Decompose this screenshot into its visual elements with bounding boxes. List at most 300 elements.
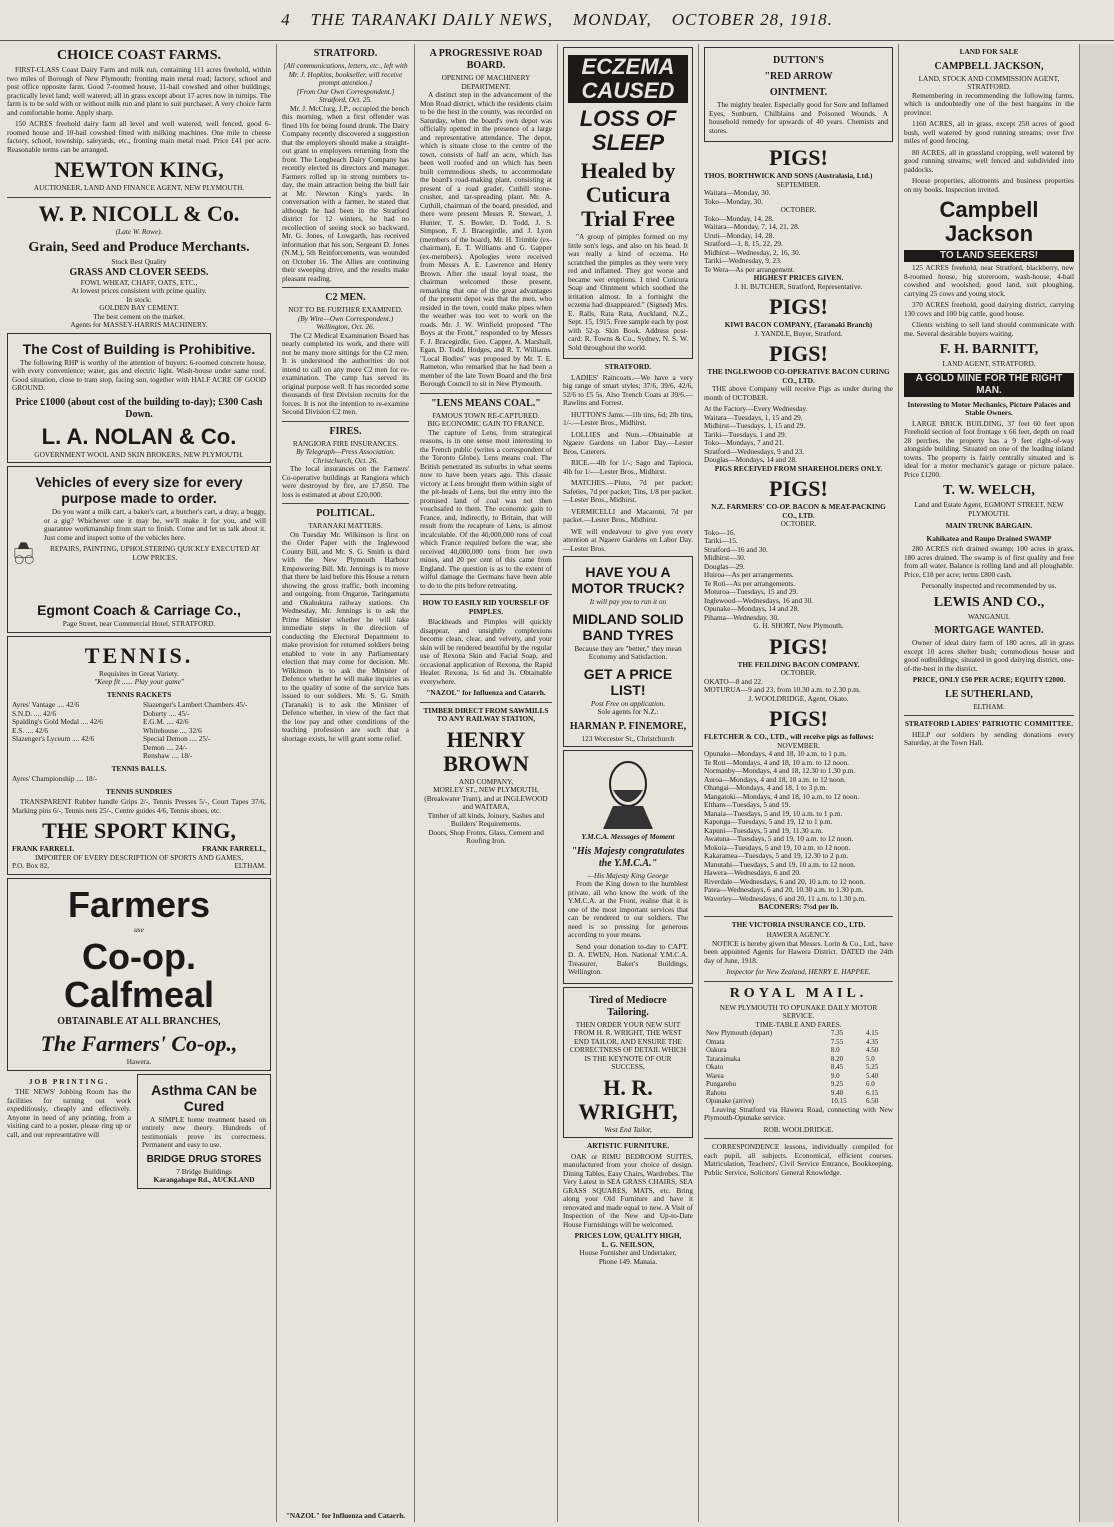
pigs-line: Inglewood—Wednesdays, 16 and 30. <box>704 595 814 605</box>
pigs-line: Douglas—29. <box>704 561 745 571</box>
keep-fit: "Keep fit ...... Play your game" <box>94 677 184 686</box>
newton-king-heading: NEWTON KING, <box>54 157 224 182</box>
stop-name: Pungarehu <box>706 1080 736 1088</box>
racket-item: Renshaw .... 18/- <box>143 751 193 760</box>
pigs-line: Pihama—Wednesday, 30. <box>704 612 779 622</box>
stop-name: Omata <box>706 1037 725 1046</box>
racket-item: S.N.D. .... 42/6 <box>12 708 56 718</box>
stratford-note: [All communications, letters, etc., left with Mr. J. Hopkins, bookseller, will receive prompt attention.] <box>283 61 408 87</box>
vehicles-text: Do you want a milk cart, a baker's cart, a butcher's cart, a dray, a buggy, or a gig? Whichever one it may be, we'll make it for you, and will guarantee workmanship from start to finish. Come and let us talk about it. Just come and inspect some of the vehicles here. <box>43 507 266 542</box>
pigs-line: Kakaramea—Tuesdays, 5 and 19, 12.30 to 2 p.m. <box>704 851 849 860</box>
time-am: 9.25 <box>830 1080 844 1088</box>
lollies-notice: LOLLIES and Nuts.—Obtainable at Ngaere Gardens on Labor Day.—Lester Bros, Caterers. <box>563 429 693 456</box>
pimples-text: Blackheads and Pimples will quickly disappear, and unsightly complexions become clean, clear, and velvety, and your skin will be rendered beautiful by the regular use of Rexona Skin and Facial Soap, and occasional application of Rexona, the Rapid Healer. Rexona, 1s 6d and 3s. Obtainable everywhere. <box>420 617 552 686</box>
huttons-notice: HUTTON'S Jams.—1lb tins, 6d; 2lb tins, 1/-.—Lester Bros., Midhirst. <box>563 409 693 427</box>
egmont-heading: Egmont Coach & Carriage Co., <box>37 602 241 618</box>
opening-heading: OPENING OF MACHINERY DEPARTMENT. <box>441 73 531 91</box>
gold-mine-heading: A GOLD MINE FOR THE RIGHT MAN. <box>904 373 1074 397</box>
page-number: 4 <box>281 10 291 29</box>
wp-nicoll-late: (Late W. Rowe). <box>115 226 163 236</box>
stop-name: Oakura <box>706 1046 727 1054</box>
worcester-address: 123 Worcester St., Christchurch <box>581 733 675 743</box>
house-props: House properties, allotments and business properties on my books. Inspection invited. <box>904 176 1074 194</box>
grain-seed-heading: Grain, Seed and Produce Merchants. <box>28 240 250 255</box>
racket-item: Special Demon .... 25/- <box>143 734 211 743</box>
karangahape: Karangahape Rd., AUCKLAND <box>153 1175 255 1184</box>
send-donation: Send your donation to-day to CAPT. D. A. EWEN, Hon. National Y.M.C.A. Treasurer, Baker's Buildings, Wellington. <box>568 941 688 976</box>
time-am: 8.0 <box>830 1046 840 1054</box>
time-pm: 4.15 <box>866 1029 879 1037</box>
asthma-ad <box>137 1074 271 1189</box>
ymca-msg-heading: Y.M.C.A. Messages of Moment <box>581 832 675 841</box>
page-edge-fragment <box>1079 44 1114 1522</box>
time-pm: 6.50 <box>866 1097 879 1105</box>
timber-all: Timber of all kinds, Joinery, Sashes and Builders' Requirements. <box>427 810 545 828</box>
pigs-inglewood <box>704 342 893 473</box>
to-land-seekers: TO LAND SEEKERS! <box>904 250 1074 262</box>
mail-text: Leaving Stratford via Hawera Road, connecting with New Plymouth-Opunake service. <box>704 1104 893 1122</box>
ointment-heading: OINTMENT. <box>769 87 828 98</box>
column-3 <box>414 44 557 1522</box>
time-am: 9.40 <box>830 1088 844 1097</box>
farm-125: 125 ACRES freehold, near Stratford, blackberry, new 8-roomed house, big storeroom, wash-house, 4-bail cowshed and woolshed; good land, suit ploughing, carrying 25 cows and young stock. <box>904 263 1074 298</box>
barnitt-heading: F. H. BARNITT, <box>939 342 1039 357</box>
table-row <box>704 1072 893 1081</box>
pigs-line: Stratford—1, 8, 15, 22, 29. <box>704 239 783 248</box>
stop-name: New Plymouth (depart) <box>706 1029 773 1037</box>
it-will-pay: It will pay you to run it on <box>589 597 667 606</box>
agents-massey: Agents for MASSEY-HARRIS MACHINERY. <box>70 320 208 329</box>
help-soldiers: HELP our soldiers by sending donations every Saturday, at the Town Hall. <box>904 729 1074 747</box>
west-end: West End Tailor, <box>604 1124 652 1134</box>
bridge-addr: 7 Bridge Buildings <box>176 1166 232 1176</box>
pigs-line: Huiroa—As per arrangements. <box>704 570 794 579</box>
tennis-heading: TENNIS. <box>84 642 194 668</box>
artistic-heading: ARTISTIC FURNITURE. <box>586 1141 670 1150</box>
timetable-heading: TIME-TABLE AND FARES. <box>755 1019 842 1029</box>
refreshments-notice: WE will endeavour to give you every attention at Ngaere Gardens on Labor Day.—Lester Bros. <box>563 526 693 553</box>
pigs-line: Riverdale—Wednesdays, 6 and 20, 10 a.m. to 12 noon. <box>704 876 865 886</box>
progressive-heading: A PROGRESSIVE ROAD BOARD. <box>429 48 543 71</box>
pigs-text: THE above Company will receive Pigs as under during the month of OCTOBER. <box>704 384 893 402</box>
pigs-agent: J. WOOLDRIDGE, Agent, Okato. <box>748 693 849 703</box>
grass-clover: GRASS AND CLOVER SEEDS. <box>69 266 209 278</box>
from-correspondent: [From Our Own Correspondent.] Stratford, Oct. 25. <box>296 86 395 104</box>
his-majesty-signature: —His Majesty King George <box>587 870 669 880</box>
time-pm: 6.0 <box>866 1080 875 1088</box>
artistic-text: OAK or RIMU BEDROOM SUITES, manufactured from your choice of design. Dining Tables, Easy Chairs, Wardrobes. The Very Latest in SEA GRASS CHAIRS, SEA GRASS SQUARES, MATS, etc. Bring along your Old Furniture and have it renovated and made equal to new. A Visit of Inspection of the New and Up-to-Date House Furnishings will be welcomed. <box>563 1151 693 1229</box>
wp-nicoll-heading: W. P. NICOLL & Co. <box>38 200 240 226</box>
egmont-sub: Page Street, near Commercial Hotel, STRATFORD. <box>62 619 216 628</box>
ayres-championship: Ayres' Championship .... 18/- <box>12 774 98 783</box>
midland-tyres-ad <box>563 556 693 747</box>
cuticura-text: "A group of pimples formed on my little son's legs, and also on his head. It was really a kind of eczema. He scratched the pimples as they were very red and inflamed. They got worse and became wet eruptions. I tried Cuticura Soap and Ointment which soothed the irritation almost. In a fortnight the eczema had disappeared." (Signed) Mrs. E. Ralls, Rata Rata, Auckland, N.Z., Sept. 15, 1915. Free sample each by post with 52-p. Skin Book. Address post-card: R. Towns & Co., Sydney, N. S. W. Sold throughout the world. <box>568 232 688 352</box>
nolan-sub: GOVERNMENT WOOL AND SKIN BROKERS, NEW PLYMOUTH. <box>34 449 244 459</box>
victoria-text: NOTICE is hereby given that Messrs. Lorin & Co., Ltd., have been appointed Agents for Hawera District. DATED the 24th day of June, 1918. <box>704 938 893 965</box>
have-you-heading: HAVE YOU A MOTOR TRUCK? <box>571 564 685 596</box>
tired-text: THEN ORDER YOUR NEW SUIT FROM H. R. WRIGHT, THE WEST END TAILOR, AND ENSURE THE CORRECTNESS OF DETAIL WHICH IS THE KEYNOTE OF OUR SUCCESS, <box>569 1019 687 1071</box>
morley-address: MORLEY ST., NEW PLYMOUTH, (Breakwater Tram), and at INGLEWOOD and WAITARA, <box>424 785 548 811</box>
pigs-line: Tariki—15. <box>704 536 738 545</box>
hawera: Hawera. <box>126 1057 152 1066</box>
masthead <box>0 0 1114 41</box>
fowl-wheat: FOWL WHEAT, CHAFF, OATS, ETC., <box>80 277 198 287</box>
house-furnisher: House Furnisher and Undertaker, <box>579 1248 677 1257</box>
eczema-heading-1: ECZEMA CAUSED <box>568 55 688 103</box>
racket-item: Slazenger's Lyceum .... 42/6 <box>12 734 95 743</box>
column-5 <box>698 44 898 1522</box>
not-further-examined: NOT TO BE FURTHER EXAMINED. <box>288 305 403 314</box>
lewis-heading: LEWIS AND CO., <box>933 594 1045 610</box>
harman-heading: HARMAN P. FINEMORE, <box>569 720 687 732</box>
price-1000: Price £1000 (about cost of the building to-day); £300 Cash Down. <box>15 396 263 420</box>
stop-name: Okato <box>706 1063 724 1071</box>
cost-building-heading: The Cost of Building is Prohibitive. <box>22 340 256 357</box>
time-am: 10.15 <box>830 1097 847 1105</box>
pigs-company: THE FEILDING BACON COMPANY. <box>737 659 860 669</box>
pigs-heading: PIGS! <box>769 706 828 731</box>
post-free: Post Free on application. <box>590 698 666 708</box>
frank-farrell-right: FRANK FARRELL, <box>202 844 266 853</box>
henry-brown-heading: HENRY BROWN <box>443 726 529 776</box>
pigs-line: Hawera—Wednesdays, 6 and 20. <box>704 868 801 877</box>
fires-heading: FIRES. <box>329 425 362 437</box>
pigs-agent: J. H. BUTCHER, Stratford, Representative. <box>734 281 863 291</box>
stratford-heading: STRATFORD. <box>313 48 378 59</box>
pigs-line: MOTURUA—9 and 23, from 10.30 a.m. to 2.30 p.m. <box>704 685 861 694</box>
pigs-kiwi <box>704 295 893 338</box>
mail-proprietor: ROB. WOOLDRIDGE. <box>763 1124 834 1134</box>
vehicles-heading: Vehicles of every size for every purpose made to order. <box>35 474 243 506</box>
column-2 <box>276 44 414 1522</box>
pigs-company: N.Z. FARMERS' CO-OP. BACON & MEAT-PACKING CO., LTD. <box>711 502 886 520</box>
asthma-text: A SIMPLE home treatment based on entirely new theory. Hundreds of testimonials prove its correctness. Permanent and easy to use. <box>142 1114 266 1149</box>
po-box: P.O. Box 82, <box>12 861 50 870</box>
pigs-line: Toko—16. <box>704 527 736 537</box>
tailoring-ad <box>563 987 693 1139</box>
duttons-ad <box>704 47 893 142</box>
dutton-text: The mighty healer. Especially good for Sore and Inflamed Eyes, Sunburn, Chilblains and Poisoned Wounds. A household remedy for upwards of 40 years. Chemists and stores. <box>709 100 888 135</box>
farm-150-text: 150 ACRES freehold dairy farm all level and well watered, well fenced, good 6-roomed house and 10-bail cowshed fitted with milking machines. One mile to cheese factory, school, township, saleyards, etc., fronting main metal road. Price £41 per acre. Reasonable terms can be arranged. <box>7 119 271 154</box>
obtainable: OBTAINABLE AT ALL BRANCHES, <box>57 1016 221 1027</box>
newton-king-subheading: AUCTIONEER, LAND AND FINANCE AGENT, NEW PLYMOUTH. <box>33 183 245 192</box>
frank-farrell-left: FRANK FARRELL <box>12 844 75 853</box>
pigs-month: SEPTEMBER. <box>776 179 821 189</box>
day: MONDAY, <box>573 10 652 29</box>
stop-name: Rahotu <box>706 1088 727 1097</box>
table-row <box>704 1089 893 1098</box>
racket-item: Doherty .... 45/- <box>143 708 190 718</box>
pigs-line: Te Roti—As per arrangements. <box>704 578 796 588</box>
newspaper-title: THE TARANAKI DAILY NEWS, <box>310 10 554 29</box>
tennis-ad <box>7 636 271 875</box>
golden-bay: GOLDEN BAY CEMENT. <box>99 303 179 312</box>
mail-route: NEW PLYMOUTH TO OPUNAKE DAILY MOTOR SERVICE. <box>719 1002 878 1020</box>
pigs-line: Midhirst—Wednesday, 2, 16, 30. <box>704 247 801 257</box>
pigs-line: Opunake—Mondays, 14 and 28. <box>704 604 800 613</box>
duttons-heading: DUTTON'S <box>773 55 824 66</box>
stop-name: Opunake (arrive) <box>706 1097 755 1105</box>
pigs-line: Kapuni—Tuesdays, 5 and 19, 11.30 a.m. <box>704 825 824 835</box>
sole-agents: Sole agents for N.Z.: <box>597 707 659 716</box>
pigs-line: Stratford—16 and 30. <box>704 544 768 554</box>
mail-timetable <box>704 1029 893 1106</box>
neilson-heading: L. G. NEILSON, <box>601 1239 655 1249</box>
table-row <box>704 1046 893 1055</box>
time-pm: 4.35 <box>866 1037 879 1046</box>
pigs-line: Toko—Monday, 30. <box>704 196 763 206</box>
barnitt-sub: LAND AGENT, STRATFORD. <box>942 359 1036 368</box>
campbell-sub: LAND, STOCK AND COMMISSION AGENT, STRATFORD. <box>918 73 1060 91</box>
farmers-heading: Farmers <box>67 883 211 925</box>
stop-name: Warea <box>706 1071 724 1080</box>
main-trunk-heading: MAIN TRUNK BARGAIN. <box>945 521 1033 530</box>
pigs-line: Douglas—Mondays, 14 and 28. <box>704 455 798 464</box>
racket-item: Whitehouse .... 32/6 <box>143 725 202 735</box>
vermicelli-notice: VERMICELLI and Macaroni, 7d per packet.—Lester Bros., Midhirst. <box>563 506 693 524</box>
by-wire: (By Wire—Own Correspondent.) Wellington, Oct. 26. <box>297 313 394 331</box>
royal-mail-heading: ROYAL MAIL. <box>729 985 868 1001</box>
pigs-company: FLETCHER & CO., LTD., will receive pigs as follows: <box>704 732 874 741</box>
ymca-text: From the King down to the humblest private, all who know the work of the Y.M.C.A. at the Front, realise that it is one of the most important services that can be rendered to our soldiers. The need is so pressing for generous according to your means. <box>568 879 688 939</box>
pigs-line: Tariki—Tuesdays, 1 and 29. <box>704 429 787 439</box>
timber-heading: TIMBER DIRECT FROM SAWMILLS TO ANY RAILWAY STATION, <box>423 705 549 723</box>
time-pm: 5.40 <box>866 1071 879 1080</box>
correspondence-text: CORRESPONDENCE lessons, individually compiled for each pupil, all subjects. Economical, efficient courses. Matriculation, Teachers', Civil Service Entrance, Bookkeeping, Public Service, Solicitors' General Knowledge. <box>704 1142 893 1177</box>
pigs-line: Waverley—Wednesdays, 6 and 20, 11 a.m. to 1.30 p.m. <box>704 893 867 903</box>
racket-item: E.S. .... 42/6 <box>12 725 49 735</box>
vehicles-ad <box>7 466 271 633</box>
pigs-line: Manaia—Tuesdays, 5 and 19, 10 a.m. to 1 p.m. <box>704 808 843 818</box>
job-printing-ad <box>7 1074 131 1189</box>
red-arrow-heading: "RED ARROW <box>764 71 833 82</box>
pigs-received: PIGS RECEIVED FROM SHAREHOLDERS ONLY. <box>714 463 883 473</box>
pigs-feilding <box>704 635 893 704</box>
rangiora-heading: RANGIORA FIRE INSURANCES. <box>292 438 399 448</box>
by-telegraph: By Telegraph—Press Association. Christchurch, Oct. 26. <box>296 447 395 465</box>
price-only: PRICE, ONLY £50 PER ACRE; EQUITY £2000. <box>912 675 1066 684</box>
cuticura-ad <box>563 47 693 359</box>
pigs-line: Kaponga—Tuesdays, 5 and 19, 12 to 1 p.m. <box>704 817 833 826</box>
welch-heading: T. W. WELCH, <box>943 483 1035 498</box>
farm-clients: Clients wishing to sell land should communicate with me. Several desirable buyers waiting. <box>904 320 1074 338</box>
pigs-line: Manutahi—Tuesdays, 5 and 19, 10 a.m. to 12 noon. <box>704 859 856 869</box>
pigs-line: Waitara—Monday, 7, 14, 21, 28. <box>704 222 800 231</box>
time-pm: 5.25 <box>866 1063 879 1071</box>
coop-calfmeal-heading: Co-op. Calfmeal <box>63 936 215 1015</box>
tennis-rackets-heading: TENNIS RACKETS <box>106 689 172 699</box>
pigs-line: OKATO—8 and 22. <box>704 676 763 686</box>
hr-wright-heading: H. R. WRIGHT, <box>578 1074 678 1124</box>
stratford-heading: STRATFORD. <box>604 362 652 371</box>
pigs-heading: PIGS! <box>769 476 828 501</box>
pigs-line: Auroa—Mondays, 4 and 18, 10 a.m. to 12 noon. <box>704 774 846 784</box>
asthma-heading: Asthma CAN be Cured <box>151 1081 257 1114</box>
farm-370: 370 ACRES freehold, good dairying district, carrying 130 cows and 100 big cattle, good house. <box>904 300 1074 318</box>
pigs-fletcher <box>704 707 893 912</box>
rice-notice: RICE.—4lb for 1/-; Sago and Tapioca, 4lb for 1/-—Lester Bros., Midhirst. <box>563 458 693 476</box>
pigs-line: Ohangai—Mondays, 4 and 18, 1 to 3 p.m. <box>704 783 828 792</box>
pigs-line: Opunake—Mondays, 4 and 18, 10 a.m. to 1 p.m. <box>704 749 847 758</box>
pigs-line: Waitara—Monday, 30. <box>704 188 771 197</box>
pigs-prices: HIGHEST PRICES GIVEN. <box>753 273 844 282</box>
pigs-line: Stratford—Wednesdays, 9 and 23. <box>704 446 805 456</box>
pigs-line: Midhirst—Tuesdays, 1, 15 and 29. <box>704 421 806 430</box>
land-for-sale-heading: LAND FOR SALE <box>959 47 1019 56</box>
farm-280: 280 ACRES rich drained swamp; 100 acres in grass, 180 acres drained. The swamp is of first quality and free from all water. Balance is rolling land and all ploughable. Price, £18 per acre; terms £800 cash. <box>904 544 1074 579</box>
get-a-price: GET A PRICE LIST! <box>583 665 673 698</box>
following-rhp: The following RHP is worthy of the attention of buyers: 6-roomed concrete house, with every convenience; water, gas and electric light. Wash-house under same roof. Good situation, close to tram stop, facing sun, together with HALF ACRE OF GOOD GROUND. <box>12 357 266 392</box>
nazol-note: "NAZOL" for Influenza and Catarrh. <box>285 1510 406 1520</box>
pigs-nz-farmers <box>704 477 893 631</box>
pigs-line: Waitara—Tuesdays, 1, 15 and 29. <box>704 412 803 422</box>
farm-ad-text: FIRST-CLASS Coast Dairy Farm and milk run, containing 111 acres freehold, within two miles of Borough of New Plymouth; fronting main metal road; factory, school and post office opposite farm. Good 7-roomed house, 11-bail cowshed and other buildings; practically level land; well watered; all in grass except about 17 acres now in turnips. The farm is to be sold with or without milk run and plant to suit purchaser. A very choice farm and comfortable home. Apply sharp. <box>7 65 271 117</box>
eltham: ELTHAM. <box>234 861 266 870</box>
tired-heading: Tired of Mediocre Tailoring. <box>589 994 667 1018</box>
his-majesty-quote: "His Majesty congratulates the Y.M.C.A." <box>571 845 685 869</box>
time-am: 7.35 <box>830 1029 844 1037</box>
farmers-coop: The Farmers' Co-op., <box>40 1031 238 1056</box>
tennis-balls-heading: TENNIS BALLS. <box>111 763 167 773</box>
pigs-month: OCTOBER. <box>780 519 817 528</box>
campbell-jackson-big: Campbell Jackson <box>939 197 1039 246</box>
racket-item: Spalding's Gold Medal .... 42/6 <box>12 717 103 726</box>
pigs-company: KIWI BACON COMPANY, (Taranaki Branch) <box>724 320 873 329</box>
farmers-calfmeal-ad <box>7 878 271 1071</box>
time-am: 8.20 <box>830 1054 844 1063</box>
and-company: AND COMPANY, <box>458 776 514 786</box>
phone: Phone 149. Manaia. <box>598 1256 658 1266</box>
political-text: On Tuesday Mr. Wilkinson is first on the Order Paper with the Inglewood County Bill, and Mr. S. G. Smith is third with the New Plymouth Harbour Empowering Bill. Mr. Jennings is to move that there be laid before this House a return showing the gross traffic, both incoming and outgoing, from Ongarue, Taringamutu and Okahukura railway stations. On Wednesday, Mr. Jennings is to ask the Prime Minister whether he will take immediate steps in the direction of conducting the Electoral Department to make provision for returned soldiers being enabled to vote in any Parliamentary election that may come for decision. Mr. Wilkinson is to ask the Minister of Defence whether he will make inquiries as to the quality of some of the service hats issued to our soldiers. Mr. S. G. Smith (Taranaki) is to ask the Minister of Defence whether, in view of the fact that the low pay and other conditions of the teaching profession are such that a shortage exists, he will grant some relief. <box>282 529 409 743</box>
sundries-text: TRANSPARENT Rubber handle Grips 2/-, Tennis Presses 5/-, Court Tapes 37/6, Marking pins 6/-, Tennis nets 25/-, Centre guides 4/6, Tennis shoes, etc. <box>12 797 266 815</box>
hawera-agency: HAWERA AGENCY. <box>766 930 831 939</box>
campbell-heading: CAMPBELL JACKSON, <box>934 60 1044 72</box>
table-row <box>704 1029 893 1038</box>
table-row <box>704 1038 893 1047</box>
pigs-line: Midhirst—30. <box>704 553 746 562</box>
c2-men-heading: C2 MEN. <box>325 292 366 303</box>
campbell-text: Remembering in recommending the following farms, which is undoubtedly one of the best bargains in the province: <box>904 90 1074 117</box>
horse-cart-illustration <box>12 508 38 598</box>
king-portrait-illustration <box>593 754 663 829</box>
column-1 <box>2 44 276 1522</box>
lens-heading: "LENS MEANS COAL." <box>431 397 541 409</box>
lens-text: The capture of Lens, from strategical reasons, is in one sense most interesting to the French public (writes a correspondent of the Toronto Globe). Lens means coal. The British penetrated its suburbs in what seems now to have been years ago. This classic victory at Lens brought them within sight of the pit-heads of Lens, but the entry into the promised land of coal was not then vouchsafed to them. The economic gain to France, and, indirectly, to Britain, that will result from the recapture of Lens, is almost incalculable. Of the 40,000,000 tons of coal which France required before the war, she received 40,000,000 tons from her own mines, and 20 per cent of this came from England. The question is as to the extent of wilful damage the Germans have been able to do to the pits before retreating. <box>420 427 552 590</box>
stratford-text: Mr. J. McClurg, J.P., occupied the bench this morning, when a first offender was fined 10s for being found drunk. The Dairy Company recently discovered a suggestion that the employers should make a straight-out grant to employees returning from the front. The Longbeach Dairy Company has recently elected its directors and manager. Farmers rolled up in strong numbers to-day, the main attraction being the bull fair at Mr. Newton King's yards. In conversation with a farmer, he stated that although he had been in the Stratford district for 12 winters, he had no recollection of seeing stock so backward. Mr. G. Jones, of Lowgarth, has received information that his son, Sergeant D. Jones (N.M.), 5th Reinforcements, was wounded on October 16. The Allies are continuing their sweeping drive, and the results make pleasant reading. <box>282 103 409 283</box>
pigs-heading: PIGS! <box>769 341 828 366</box>
job-printing-heading: JOB PRINTING. <box>28 1076 110 1086</box>
pigs-line: Normanby—Mondays, 4 and 18, 12.30 to 1.30 p.m. <box>704 766 856 775</box>
pigs-line: Toko—Mondays, 7 and 21. <box>704 438 784 447</box>
racket-item: E.G.M. .... 42/6 <box>143 717 189 726</box>
lowest-prices: At lowest prices consistent with prime quality. <box>71 286 207 295</box>
interesting-heading: Interesting to Motor Mechanics, Picture Palaces and Stable Owners. <box>907 399 1071 417</box>
table-row <box>704 1063 893 1072</box>
mortgage-heading: MORTGAGE WANTED. <box>934 625 1044 636</box>
because-text: Because they are "better," they mean Economy and Satisfaction. <box>574 643 682 661</box>
time-pm: 4.50 <box>866 1046 879 1054</box>
pigs-month: OCTOBER. <box>780 668 817 677</box>
road-text: A distinct step in the advancement of the Mon Road district, which the residents claim to be the best in the county, was recorded on Saturday, when the board's own depot was officially opened in the presence of a large and representative attendance. The depot, which is situate close to the centre of the town, consists of half an acre, which has been well roofed and on which has been built commodious sheds, to accommodate the board's road-making plant, consisting at present of a road grader, Cuthill stone-crusher, and tar-spreading plant. Mr. A. Cuthill, chairman of the board, presided, and there were present Messrs R. Stewart, J. Hunter, T. S. Bowler, D. Todd, J. S. Simpson, F. J. Bracegirdle, and J. Lyon (members of the board), Mr. H. Trimble (ex-chairman), E. T. Williams and G. Gapper (ex-members). Apologies were received from Messrs A. E. Lawrence and Henry Brown. After the usual loyal toast, the chairman welcomed those present, remarking that one of the great advantages of the present depot was that the men, who resided in the town, could make pipes when the weather was too wet to work on the roads. Mr. J. W. Winfield proposed "The Boys at the Front," responded to by Messrs F. J. Bracegirdle, Geo. Capper, A. Marshall, Egan, D. Todd, Hodges, and R. T. Williams. "Local Bodies" was proposed by Mr. T. E. Rameton, who remarked that he had been a member of the late Town Board and the first Borough Council to sit in New Plymouth. <box>420 90 552 388</box>
farm-80: 80 ACRES, all in grassland cropping, well watered by good running streams; well fenced and subdivided into paddocks. <box>904 147 1074 174</box>
stock-best: Stock Best Quality <box>111 257 167 266</box>
in-stock: In stock: <box>126 294 152 304</box>
ymca-ad <box>563 750 693 984</box>
pigs-line: Awatuna—Tuesdays, 5 and 19, 10 a.m. to 12 noon. <box>704 834 854 843</box>
pigs-month: NOVEMBER. <box>777 740 820 750</box>
matches-notice: MATCHES.—Pluto, 7d per packet; Safeties, 7d per packet; Tins, 1/8 per packet.—Lester Bros., Midhirst. <box>563 478 693 504</box>
pigs-line: Eltham—Tuesdays, 5 and 19. <box>704 800 791 809</box>
job-text: THE NEWS' Jobbing Room has the facilities for turning out work expeditiously, cheaply and effectively. Anyone in need of any printing, from a visiting card to a poster, please ring up or call, and our representative will <box>7 1087 131 1139</box>
pigs-line: Te Roti—Mondays, 4 and 18, 10 a.m. to 12 noon. <box>704 757 850 767</box>
welch-sub: Land and Estate Agent, EGMONT STREET, NEW PLYMOUTH. <box>914 500 1064 518</box>
time-am: 8.45 <box>830 1063 844 1071</box>
victoria-sign: Inspector for New Zealand, HENRY E. HAPPEE. <box>726 967 871 976</box>
pigs-borthwick <box>704 146 893 291</box>
best-cement: The best cement on the market. <box>93 311 185 321</box>
column-4 <box>557 44 698 1522</box>
pigs-line: Tariki—Wednesday, 9, 23. <box>704 256 782 265</box>
racket-item: Slazenger's Lambert Chambers 45/- <box>143 700 248 709</box>
pigs-line: Toko—Monday, 14, 28. <box>704 213 774 223</box>
tennis-sub: Requisites in Great Variety. <box>98 668 180 678</box>
c2-text: The C2 Medical Examination Board has nearly completed its work, and there will not be many more sittings for the C2 men. It is understood the authorities do not intend to call on any more C2 men for re-examination. The camp has served its original purpose well. It has recorded some thousands of first Division recruits for the forces. It is not the intention to re-examine Second Division C2 men. <box>282 330 409 416</box>
tennis-sundries-heading: TENNIS SUNDRIES <box>106 786 172 796</box>
date: OCTOBER 28, 1918. <box>671 10 833 29</box>
stratford-ladies-heading: STRATFORD LADIES' PATRIOTIC COMMITTEE. <box>904 719 1074 728</box>
time-am: 7.55 <box>830 1037 844 1046</box>
table-row <box>704 1080 893 1089</box>
pigs-line: Moturoa—Tuesdays, 15 and 29. <box>704 587 798 596</box>
time-am: 9.0 <box>830 1071 840 1080</box>
fire-text: The local insurances on the Farmers' Co-operative buildings at Rangiora which were destroyed by fire, are £7,850. The loss is estimated at about £20,000. <box>282 464 409 499</box>
stop-name: Tataraimaka <box>706 1054 741 1063</box>
use-text: use <box>134 924 144 934</box>
farm-1160: 1160 ACRES, all in grass, except 250 acres of good bush, well watered by good running streams; over five miles of good fencing. <box>904 119 1074 145</box>
importer: IMPORTER OF EVERY DESCRIPTION OF SPORTS AND GAMES, <box>34 852 244 862</box>
eczema-heading-2: LOSS OF SLEEP <box>579 106 677 155</box>
repairs-text: REPAIRS, PAINTING, UPHOLSTERING QUICKLY EXECUTED AT LOW PRICES. <box>50 544 260 562</box>
ladies-notice: LADIES' Raincoats.—We have a very big range of smart styles; 37/6, 39/6, 42/6, 52/6 to £5 5s. Also Trench Coats at 39/6.—Rawlins and Forrest. <box>563 372 693 407</box>
taranaki-matters: TARANAKI MATTERS. <box>308 521 383 530</box>
brick-text: LARGE BRICK BUILDING, 37 feet 60 feet upon Freehold section of foot frontage x 66 feet, depth on road 28 perches, the property has a 9 feet right-of-way alongside building. Situated on one of the leading inland towns. The property is fairly centrally situated and is ideal for a motor mechanic's garage or picture palace. Price £1200. <box>904 418 1074 479</box>
pigs-line: Patea—Wednesdays, 6 and 20, 10.30 a.m. to 1.30 p.m. <box>704 885 864 894</box>
mortgage-text: Owner of ideal dairy farm of 180 acres, all in grass except 10 acres shelter bush; commodious house and good outbuildings; situated in good dairying district, one-of-the-best in the district. <box>904 638 1074 673</box>
choice-coast-farms-heading: CHOICE COAST FARMS. <box>56 48 221 63</box>
racket-item: Ayres' Vantage .... 42/6 <box>12 700 80 709</box>
pigs-heading: PIGS! <box>769 294 828 319</box>
table-row <box>704 1055 893 1064</box>
political-heading: POLITICAL. <box>316 508 375 519</box>
pigs-heading: PIGS! <box>769 633 828 659</box>
doors: Doors, Shop Fronts, Glass, Cement and Roofing Iron. <box>428 827 544 845</box>
famous-town: FAMOUS TOWN RE-CAPTURED. <box>432 410 540 420</box>
pigs-company: THOS. BORTHWICK AND SONS (Australasia, Ltd.) <box>704 171 873 180</box>
victoria-heading: THE VICTORIA INSURANCE CO., LTD. <box>731 919 866 929</box>
cost-of-building-ad <box>7 333 271 464</box>
nazol-note: "NAZOL" for Influenza and Catarrh. <box>426 688 546 697</box>
sutherland-heading: LE SUTHERLAND, <box>945 688 1033 700</box>
pigs-agent: J. YANDLE, Buyer, Stratford. <box>754 328 843 338</box>
pigs-note: Te Wera—As per arrangement. <box>704 264 795 274</box>
pigs-line: Uruti—Monday, 14, 28. <box>704 230 775 240</box>
big-economic: BIG ECONOMIC GAIN TO FRANCE. <box>427 419 545 428</box>
pigs-line: Mokoia—Tuesdays, 5 and 19, 10 a.m. to 12 noon. <box>704 842 851 852</box>
prices-low: PRICES LOW, QUALITY HIGH, <box>574 1231 682 1240</box>
pimples-heading: HOW TO EASILY RID YOURSELF OF PIMPLES. <box>422 598 550 616</box>
kahikatea-heading: Kahikatea and Raupo Drained SWAMP <box>926 533 1052 543</box>
bridge-drug: BRIDGE DRUG STORES <box>146 1153 262 1165</box>
